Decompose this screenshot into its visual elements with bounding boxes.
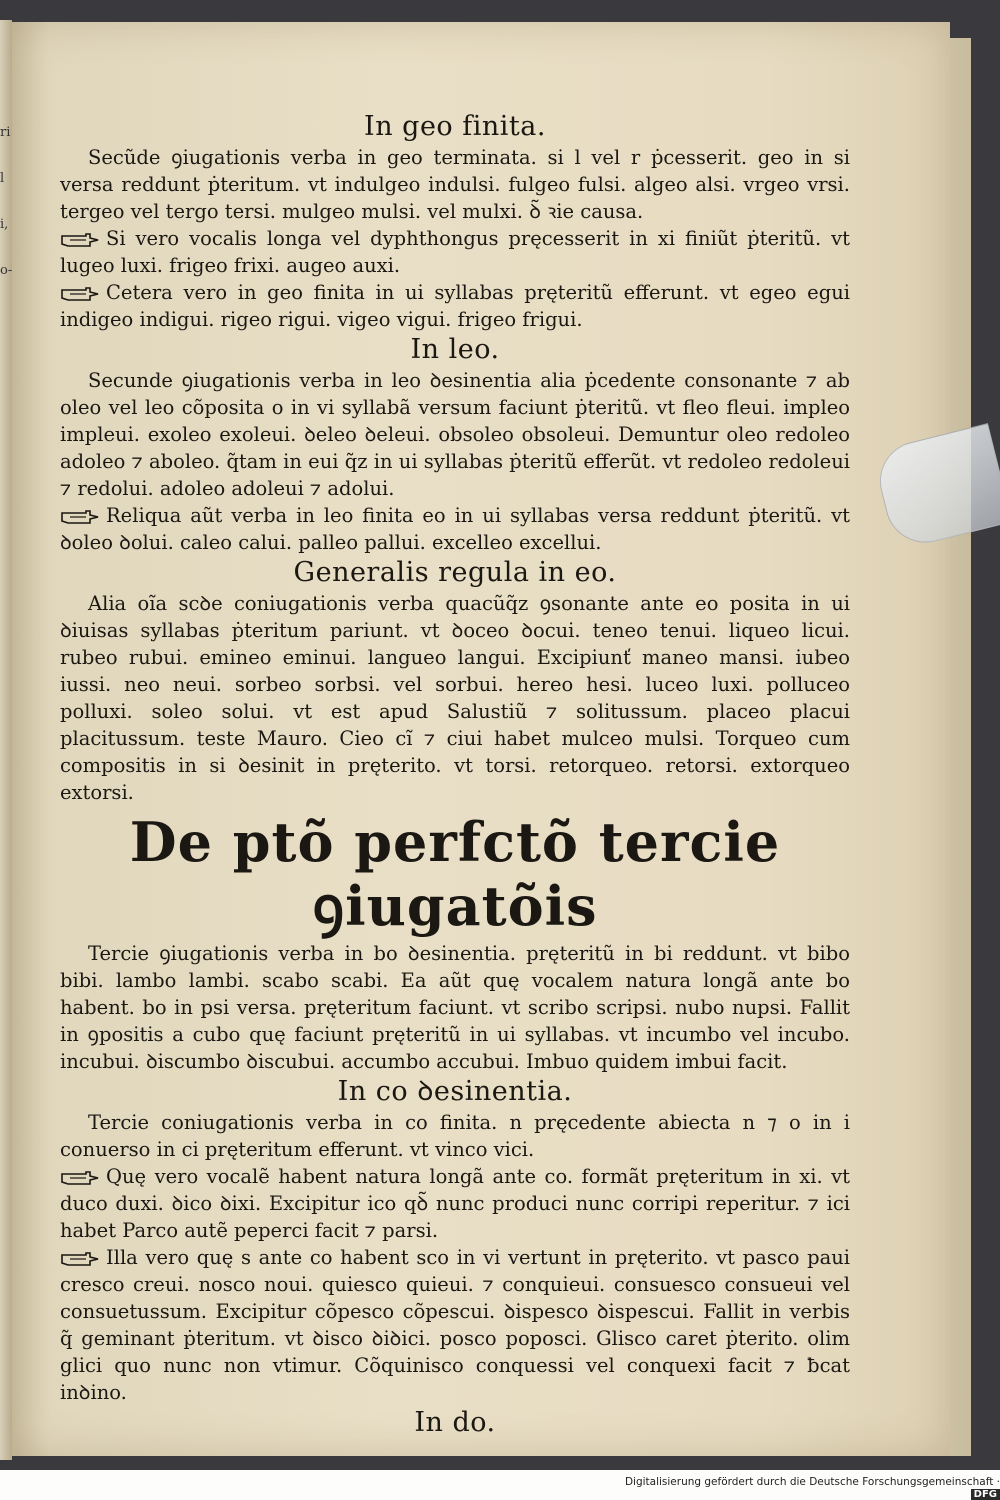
block-text: Secũde ꝯiugationis verba in geo terminata. si l vel r ṗcesserit. geo in si versa reddunt ṗteritum. vt indulgeo indulsi. fulgeo fulsi. algeo alsi. vrgeo vrsi. tergeo vel tergo tersi. mulgeo mulsi. vel mulxi. ꝺ̃ ꝛie causa. bbox=[60, 146, 850, 223]
section-heading bbox=[60, 556, 850, 590]
chapter-heading bbox=[60, 810, 850, 938]
manicule-icon bbox=[60, 286, 100, 302]
block-text: In do. bbox=[414, 1407, 496, 1438]
block-text: In co ꝺesinentia. bbox=[337, 1076, 573, 1107]
section-heading bbox=[60, 1406, 850, 1440]
margin-mark: ri bbox=[0, 125, 11, 140]
block-text: Reliqua aũt verba in leo finita eo in ui syllabas versa reddunt ṗteritũ. vt ꝺoleo ꝺolui. caleo calui. palleo pallui. excelleo excellui. bbox=[60, 504, 850, 554]
paragraph bbox=[60, 940, 850, 1075]
manicule-paragraph bbox=[60, 279, 850, 333]
block-text: Alia oĩa scꝺe coniugationis verba quacũq̃z ꝯsonante ante eo posita in ui ꝺiuisas syllabas ṗteritum pariunt. vt ꝺoceo ꝺocui. teneo tenui. liqueo licui. rubeo rubui. emineo eminui. langueo langui. Excipiunť maneo mansi. iubeo iussi. neo neui. sorbeo sorbsi. vel sorbui. hereo hesi. luceo luxi. polluceo polluxi. soleo solui. vt est apud Salustiũ ⁊ solitussum. placeo placui placitussum. teste Mauro. Cieo cĩ ⁊ ciui habet mulceo mulsi. Torqueo cum compositis in si ꝺesinit in pręterito. vt torsi. retorqueo. retorsi. extorqueo extorsi. bbox=[60, 592, 850, 804]
manicule-icon bbox=[60, 1251, 100, 1267]
block-text: Quę vero vocalẽ habent natura longã ante co. formãt pręteritum in xi. vt duco duxi. ꝺico ꝺixi. Excipitur ico qꝺ̃ nunc produci nunc corripi reperitur. ⁊ ici habet Parco autẽ peperci facit ⁊ parsi. bbox=[60, 1165, 850, 1242]
paragraph bbox=[60, 367, 850, 502]
margin-mark: o- bbox=[0, 263, 13, 278]
paragraph bbox=[60, 144, 850, 225]
manicule-icon bbox=[60, 232, 100, 248]
block-text: De ptõ perfctõ tercie ꝯiugatõis bbox=[129, 810, 781, 938]
manicule-paragraph bbox=[60, 1244, 850, 1406]
manicule-paragraph bbox=[60, 502, 850, 556]
footer-credit bbox=[600, 1476, 1000, 1500]
paragraph bbox=[60, 1109, 850, 1163]
manicule-icon bbox=[60, 1170, 100, 1186]
block-text: Tercie ꝯiugationis verba in bo ꝺesinentia. pręteritũ in bi reddunt. vt bibo bibi. lambo lambi. scabo scabi. Ea aũt quę vocalem natura longã ante bo habent. bo in psi versa. pręteritum faciunt. vt scribo scripsi. nubo nupsi. Fallit in ꝯpositis a cubo quę faciunt pręteritũ in ui syllabas. vt incumbo vel incubo. incubui. ꝺiscumbo ꝺiscubui. accumbo accubui. Imbuo quidem imbui facit. bbox=[60, 942, 850, 1073]
dfg-logo: DFG bbox=[971, 1489, 1000, 1500]
block-text: In leo. bbox=[410, 334, 500, 365]
manicule-icon bbox=[60, 509, 100, 525]
page-text bbox=[60, 110, 850, 1440]
section-heading bbox=[60, 110, 850, 144]
section-heading bbox=[60, 333, 850, 367]
block-text: Secunde ꝯiugationis verba in leo ꝺesinentia alia ṗcedente consonante ⁊ ab oleo vel leo cõposita o in vi syllabã versum faciunt ṗteritũ. vt fleo fleui. impleo impleui. exoleo exoleui. ꝺeleo ꝺeleui. obsoleo obsoleui. Demuntur oleo redoleo adoleo ⁊ aboleo. q̃tam in eui q̃z in ui syllabas ṗteritũ efferũt. vt redoleo redoleui ⁊ redolui. adoleo adoleui ⁊ adolui. bbox=[60, 369, 850, 500]
block-text: Si vero vocalis longa vel dyphthongus pręcesserit in xi finiũt ṗteritũ. vt lugeo luxi. frigeo frixi. augeo auxi. bbox=[60, 227, 850, 277]
section-heading bbox=[60, 1075, 850, 1109]
block-text: Tercie coniugationis verba in co finita. n pręcedente abiecta n ⁊ o in i conuerso in ci pręteritum efferunt. vt vinco vici. bbox=[60, 1111, 850, 1161]
margin-mark: i, bbox=[0, 217, 9, 232]
manicule-paragraph bbox=[60, 225, 850, 279]
paragraph bbox=[60, 590, 850, 806]
block-text: Generalis regula in eo. bbox=[293, 557, 617, 588]
margin-mark: l bbox=[0, 171, 5, 186]
block-text: In geo finita. bbox=[364, 111, 546, 142]
footer-text: Digitalisierung gefördert durch die Deutsche Forschungsgemeinschaft · bbox=[624, 1476, 1000, 1488]
block-text: Illa vero quę s ante co habent sco in vi vertunt in pręterito. vt pasco paui cresco creui. nosco noui. quiesco quieui. ⁊ conquieui. consuesco consueui vel consuetussum. Excipitur cõpesco cõpescui. ꝺispesco ꝺispescui. Fallit in verbis q̃ geminant ṗteritum. vt ꝺisco ꝺiꝺici. posco poposci. Glisco caret ṗterito. olim glici quo nunc non vtimur. Cõquinisco conquessi vel conquexi facit ⁊ ƀcat inꝺino. bbox=[60, 1246, 850, 1404]
manicule-paragraph bbox=[60, 1163, 850, 1244]
block-text: Cetera vero in geo finita in ui syllabas pręteritũ efferunt. vt egeo egui indigeo indigui. rigeo rigui. vigeo vigui. frigeo frigui. bbox=[60, 281, 850, 331]
